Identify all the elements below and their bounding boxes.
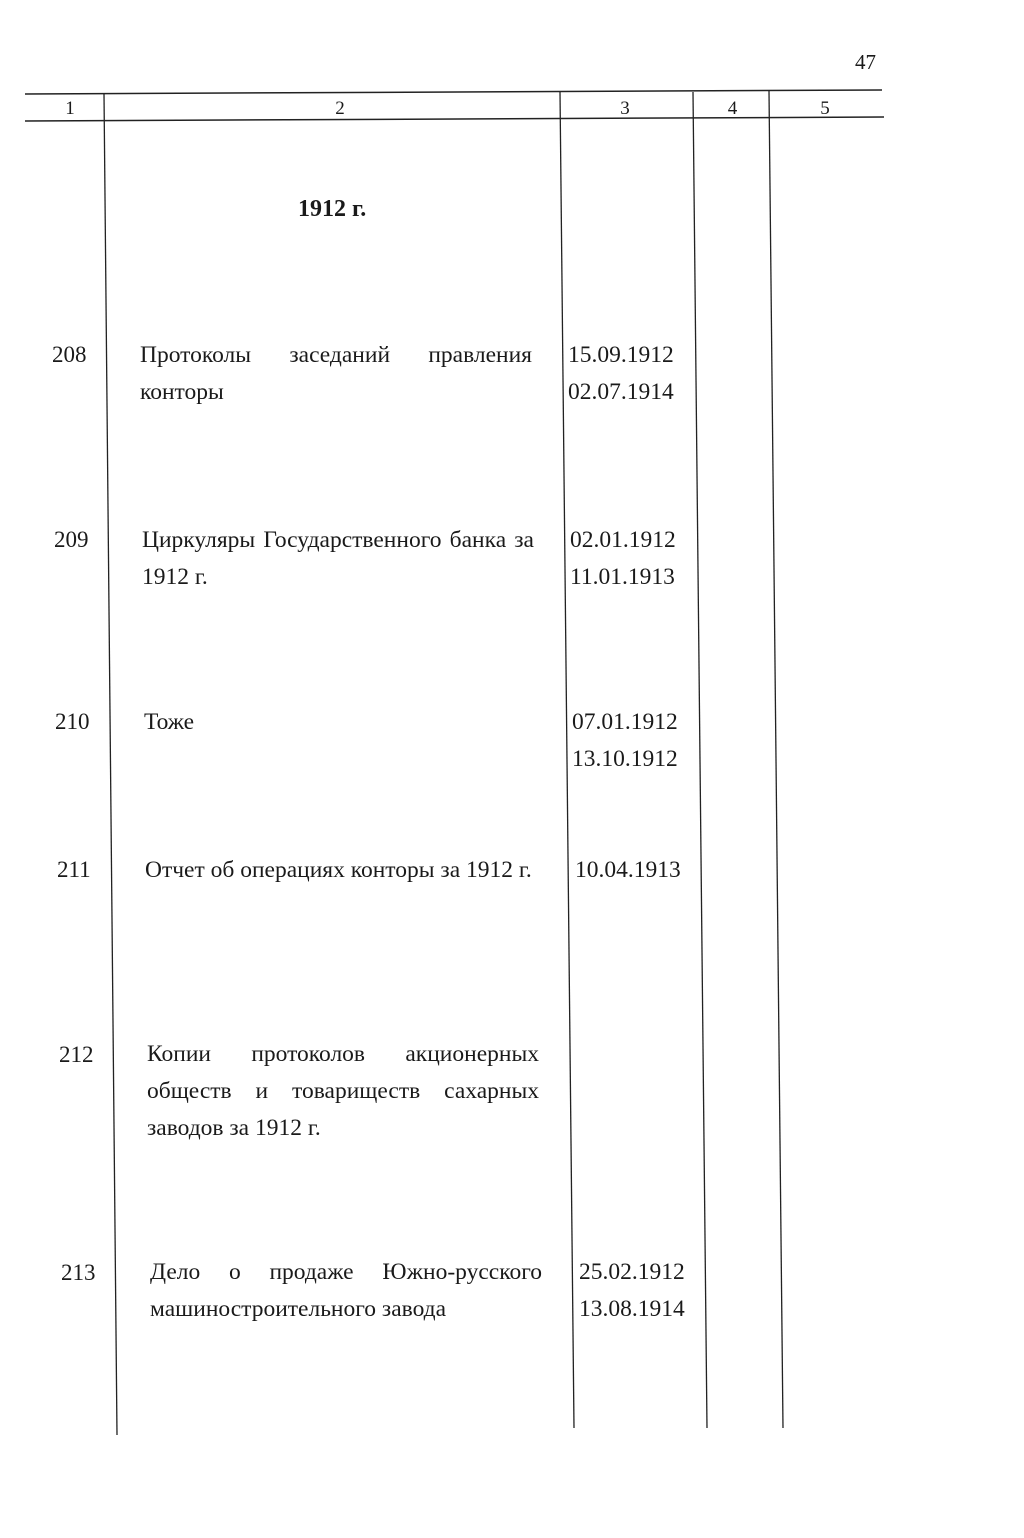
row-description: Дело о продаже Южно-русского машиностроительного завода <box>150 1259 542 1322</box>
row-number: 208 <box>52 342 87 367</box>
row-number: 209 <box>54 527 89 552</box>
date-end: 13.08.1914 <box>579 1296 685 1322</box>
row-dates <box>570 522 676 596</box>
column-divider-3 <box>693 92 707 1428</box>
row-description: Тоже <box>144 709 195 735</box>
column-header-5: 5 <box>820 98 830 119</box>
column-header-3: 3 <box>620 98 630 119</box>
header-top-rule <box>25 90 882 94</box>
column-header-1: 1 <box>65 98 75 119</box>
row-description: Копии протоколов акционерных обществ и товариществ сахарных заводов за 1912 г. <box>147 1041 539 1141</box>
row-dates <box>575 852 681 889</box>
date-start: 25.02.1912 <box>579 1259 685 1285</box>
column-divider-4 <box>769 91 783 1428</box>
row-number: 210 <box>55 709 90 734</box>
date-end: 02.07.1914 <box>568 379 674 405</box>
column-divider-1 <box>104 94 117 1435</box>
row-dates <box>579 1254 685 1328</box>
row-description: Протоколы заседаний правления конторы <box>140 342 532 405</box>
row-number: 212 <box>59 1042 94 1067</box>
date-end: 11.01.1913 <box>570 564 675 590</box>
row-description: Отчет об операциях конторы за 1912 г. <box>145 857 532 883</box>
page-number: 47 <box>855 50 876 74</box>
row-number: 213 <box>61 1260 96 1285</box>
header-bottom-rule <box>25 117 884 121</box>
row-description: Циркуляры Государственного банка за 1912 г. <box>142 527 534 590</box>
date-end: 13.10.1912 <box>572 746 678 772</box>
date-start: 02.01.1912 <box>570 527 676 553</box>
date-start: 10.04.1913 <box>575 857 681 883</box>
row-number: 211 <box>57 857 91 882</box>
row-dates <box>572 704 678 778</box>
column-header-2: 2 <box>335 98 345 119</box>
row-dates <box>568 337 674 411</box>
date-start: 15.09.1912 <box>568 342 674 368</box>
column-header-4: 4 <box>727 98 738 119</box>
section-title: 1912 г. <box>298 196 367 222</box>
date-start: 07.01.1912 <box>572 709 678 735</box>
